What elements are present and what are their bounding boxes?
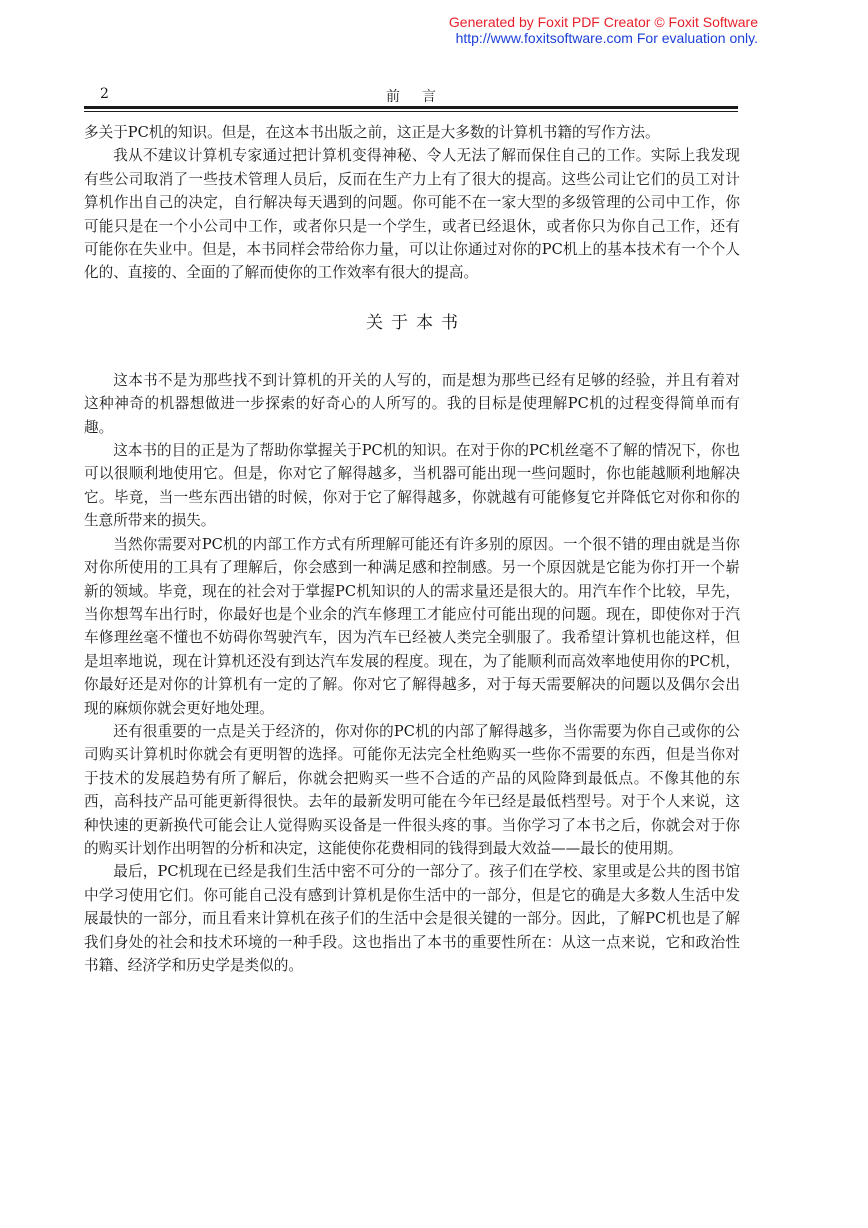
body-paragraph: 当然你需要对PC机的内部工作方式有所理解可能还有许多别的原因。一个很不错的理由就是当你对你所使用的工具有了理解后，你会感到一种满足感和控制感。另一个原因就是它能为你打开一个崭新的领域。毕竟，现在的社会对于掌握PC机知识的人的需求量还是很大的。用汽车作个比较，早先，当你想驾车出行时，你最好也是个业余的汽车修理工才能应付可能出现的问题。现在，即使你对于汽车修理丝毫不懂也不妨碍你驾驶汽车，因为汽车已经被人类完全驯服了。我希望计算机也能这样，但是坦率地说，现在计算机还没有到达汽车发展的程度。现在，为了能顺利而高效率地使用你的PC机，你最好还是对你的计算机有一定的了解。你对它了解得越多，对于每天需要解决的问题以及偶尔会出现的麻烦你就会更好地处理。: [84, 535, 740, 717]
body-paragraph: 这本书不是为那些找不到计算机的开关的人写的，而是想为那些已经有足够的经验，并且有着对这种神奇的机器想做进一步探索的好奇心的人所写的。我的目标是使理解PC机的过程变得简单而有趣。: [84, 371, 740, 436]
body-paragraph: 这本书的目的正是为了帮助你掌握关于PC机的知识。在对于你的PC机丝毫不了解的情况下，你也可以很顺利地使用它。但是，你对它了解得越多，当机器可能出现一些问题时，你也能越顺利地解决它。毕竟，当一些东西出错的时候，你对于它了解得越多，你就越有可能修复它并降低它对你和你的生意所带来的损失。: [84, 442, 740, 530]
watermark-line-creator: Generated by Foxit PDF Creator © Foxit Software: [448, 14, 758, 30]
body-paragraph: 我从不建议计算机专家通过把计算机变得神秘、令人无法了解而保住自己的工作。实际上我发现有些公司取消了一些技术管理人员后，反而在生产力上有了很大的提高。这些公司让它们的员工对计算机作出自己的决定，自行解决每天遇到的问题。你可能不在一家大型的多级管理的公司中工作，你可能只是在一个小公司中工作，或者你只是一个学生，或者已经退休，或者你只为你自己工作，还有可能你在失业中。但是，本书同样会带给你力量，可以让你通过对你的PC机上的基本技术有一个个人化的、直接的、全面的了解而使你的工作效率有很大的提高。: [84, 147, 740, 282]
body-paragraph: 还有很重要的一点是关于经济的，你对你的PC机的内部了解得越多，当你需要为你自己或你的公司购买计算机时你就会有更明智的选择。可能你无法完全杜绝购买一些你不需要的东西，但是当你对于技术的发展趋势有所了解后，你就会把购买一些不合适的产品的风险降到最低点。不像其他的东西，高科技产品可能更新得很快。去年的最新发明可能在今年已经是最低档型号。对于个人来说，这种快速的更新换代可能会让人觉得购买设备是一件很头疼的事。当你学习了本书之后，你就会对于你的购买计划作出明智的分析和决定，这能使你花费相同的钱得到最大效益——最长的使用期。: [84, 722, 740, 857]
body-paragraph-continued: 多关于PC机的知识。但是，在这本书出版之前，这正是大多数的计算机书籍的写作方法。: [84, 124, 660, 141]
header-rule-thin: [84, 111, 738, 112]
section-heading: 关于本书: [366, 312, 466, 333]
watermark-line-url: http://www.foxitsoftware.com For evaluation only.: [455, 30, 758, 46]
header-title: 前言: [386, 89, 458, 105]
body-paragraph: 最后，PC机现在已经是我们生活中密不可分的一部分了。孩子们在学校、家里或是公共的图书馆中学习使用它们。你可能自己没有感到计算机是你生活中的一部分，但是它的确是大多数人生活中发展最快的一部分，而且看来计算机在孩子们的生活中会是很关键的一部分。因此，了解PC机也是了解我们身处的社会和技术环境的一种手段。这也指出了本书的重要性所在：从这一点来说，它和政治性书籍、经济学和历史学是类似的。: [84, 863, 740, 974]
running-header: [84, 84, 738, 106]
header-rule-thick: [84, 106, 738, 109]
page-number: 2: [100, 86, 109, 102]
pdf-watermark: [449, 14, 758, 46]
page-body: [84, 121, 740, 977]
